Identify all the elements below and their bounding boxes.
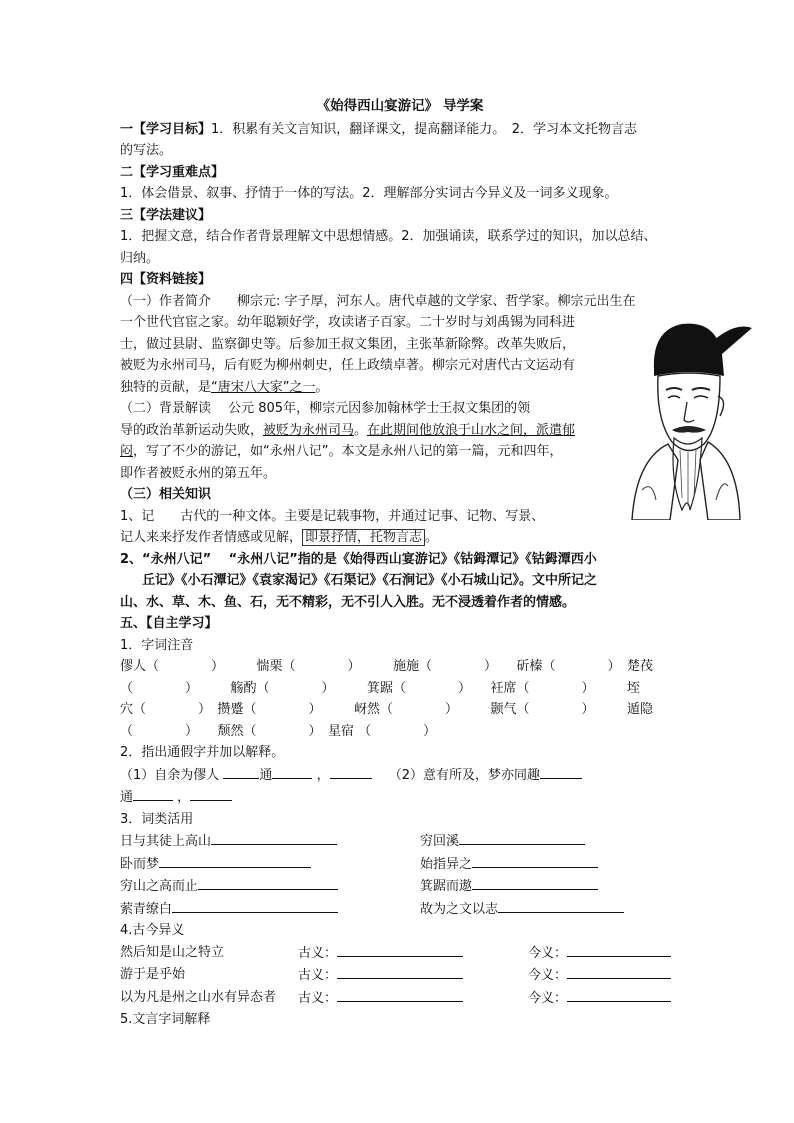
pronunciation-row-3[interactable]: 穴（ ） 攒蹙（ ） 岈然（ ） 颢气（ ） 遁隐 <box>120 702 654 717</box>
word-class-row-4 <box>120 898 680 921</box>
modern-meaning-label: 今义： <box>528 968 568 983</box>
answer-blank[interactable] <box>498 898 624 913</box>
author-line-5 <box>120 377 680 399</box>
word-class-row-1 <box>120 830 680 853</box>
study-guide-page <box>120 96 680 1031</box>
background-line-1: （二）背景解读 公元 805年，柳宗元因参加翰林学士王叔文集团的领 <box>120 401 531 416</box>
meaning-change-row-1 <box>120 942 680 965</box>
tongjia-line-1 <box>120 764 680 787</box>
word-class-item: 卧而梦 <box>120 856 160 872</box>
meaning-change-row-3 <box>120 987 680 1010</box>
objectives-line-1 <box>120 119 680 141</box>
knowledge-line-4: 丘记》《小石潭记》《袁家渴记》《石渠记》《石涧记》《小石城山记》。文中所记之 <box>142 573 598 588</box>
tongjia-comma-1: ， <box>316 767 330 783</box>
word-class-item: 日与其徒上高山 <box>120 834 212 849</box>
answer-blank[interactable] <box>472 875 598 890</box>
word-class-row-3 <box>120 875 680 898</box>
author-line-1: （一）作者简介 柳宗元: 字子厚，河东人。唐代卓越的文学家、哲学家。柳宗元出生在 <box>120 293 636 309</box>
wandering-underline: 在此期间他放浪于山水之间，派遣郁 <box>367 422 576 438</box>
key-points-heading: 二【学习重难点】 <box>120 164 225 180</box>
tongjia-blank-6[interactable] <box>190 786 232 801</box>
objectives-text-2: 的写法。 <box>120 143 173 158</box>
pronunciation-row-2[interactable]: （ ） 觞酌（ ） 箕踞（ ） 衽席（ ） 垤 <box>120 680 641 696</box>
modern-meaning-label: 今义： <box>528 990 568 1006</box>
word-class-item: 箕踞而遨 <box>420 879 473 894</box>
answer-blank[interactable] <box>211 830 337 845</box>
tongjia-item-1: （1）自余为僇人 <box>120 767 224 783</box>
study-tips-heading: 三【学法建议】 <box>120 207 212 223</box>
pronunciation-row-1[interactable]: 僇人（ ） 惴栗（ ） 施施（ ） 斫榛（ ） 楚茷 <box>120 659 654 674</box>
background-line-2-b: 。 <box>354 422 368 438</box>
meaning-change-phrase: 然后知是山之特立 <box>120 944 225 960</box>
self-study-heading: 五、【自主学习】 <box>120 616 218 631</box>
ancient-meaning-label: 古义： <box>298 990 338 1006</box>
tongjia-blank-1[interactable] <box>223 764 259 779</box>
word-class-item: 故为之文以志 <box>420 901 499 917</box>
tongjia-blank-5[interactable] <box>133 786 173 801</box>
tongjia-blank-2[interactable] <box>272 764 312 779</box>
word-explanation-heading: 5.文言字词解释 <box>120 1012 211 1027</box>
meaning-change-phrase: 游于是乎始 <box>120 967 186 982</box>
eight-masters-underline: “唐宋八大家”之一 <box>211 379 316 395</box>
author-line-5-b: 。 <box>315 379 329 395</box>
objectives-heading: 一【学习目标】 <box>120 121 212 137</box>
word-class-heading: 3．词类活用 <box>120 811 194 827</box>
tongjia-blank-4[interactable] <box>540 764 582 779</box>
word-class-row-2 <box>120 853 680 876</box>
tongjia-item-2: （2）意有所及，梦亦同趣 <box>388 767 540 783</box>
background-line-2 <box>120 420 680 442</box>
knowledge-line-1: 1、记 古代的一种文体。主要是记载事物，并通过记事、记物、写景、 <box>120 508 545 524</box>
boxed-phrase: 即景抒情，托物言志 <box>302 529 425 546</box>
ancient-meaning-label: 古义： <box>298 945 338 961</box>
background-line-3-b: ，写了不少的游记，如“永州八记”。本文是永州八记的第一篇，元和四年， <box>133 444 563 459</box>
wandering-underline-end: 闷 <box>120 444 134 459</box>
meaning-change-phrase: 以为凡是州之山水有异态者 <box>120 989 277 1005</box>
knowledge-line-3: 2、“永州八记” “永州八记”指的是《始得西山宴游记》《钴鉧潭记》《钴鉧潭西小 <box>120 551 597 567</box>
answer-blank[interactable] <box>472 853 598 868</box>
knowledge-line-2-b: 。 <box>425 530 439 545</box>
background-line-2-a: 导的政治革新运动失败， <box>120 422 264 438</box>
ancient-meaning-blank[interactable] <box>337 942 463 957</box>
pronunciation-row-4[interactable]: （ ） 颓然（ ） 星宿 （ ） <box>120 723 437 739</box>
meaning-change-heading: 4.古今异义 <box>120 923 185 938</box>
ancient-meaning-blank[interactable] <box>337 964 463 979</box>
modern-meaning-label: 今义： <box>528 945 568 961</box>
page-title: 《始得西山宴游记》 导学案 <box>316 98 484 114</box>
answer-blank[interactable] <box>459 830 585 845</box>
background-line-4: 即作者被贬永州的第五年。 <box>120 465 277 481</box>
answer-blank[interactable] <box>159 853 311 868</box>
word-class-item: 穷山之高而止 <box>120 879 199 894</box>
objectives-text-1: 1．积累有关文言知识，翻译课文，提高翻译能力。 2．学习本文托物言志 <box>211 121 638 137</box>
knowledge-line-5: 山、水、草、木、鱼、石，无不精彩，无不引人入胜。无不浸透着作者的情感。 <box>120 594 576 610</box>
tongjia-tong-1: 通 <box>259 767 273 783</box>
tongjia-blank-3[interactable] <box>330 764 372 779</box>
modern-meaning-blank[interactable] <box>567 964 671 979</box>
tongjia-line-2 <box>120 786 680 809</box>
answer-blank[interactable] <box>172 898 338 913</box>
meaning-change-row-2 <box>120 964 680 987</box>
author-line-4: 被贬为永州司马，后有贬为柳州刺史，任上政绩卓著。柳宗元对唐代古文运动有 <box>120 358 576 373</box>
study-tips-text-1: 1．把握文意，结合作者背景理解文中思想情感。2．加强诵读，联系学过的知识，加以总结、 <box>120 229 657 244</box>
materials-heading: 四【资料链接】 <box>120 272 212 287</box>
tongjia-tong-2: 通 <box>120 790 134 805</box>
key-points-text: 1．体会借景、叙事、抒情于一体的写法。2．理解部分实词古今异义及一词多义现象。 <box>120 186 618 201</box>
tongjia-comma-2: ， <box>177 790 191 805</box>
author-line-5-a: 独特的贡献，是 <box>120 379 212 395</box>
study-tips-text-2: 归纳。 <box>120 250 160 266</box>
modern-meaning-blank[interactable] <box>567 942 671 957</box>
author-line-3: 士，做过县尉、监察御史等。后参加王叔文集团，主张革新除弊。改革失败后， <box>120 336 576 352</box>
word-class-item: 始指异之 <box>420 856 473 872</box>
pronunciation-heading: 1．字词注音 <box>120 637 194 653</box>
demoted-underline: 被贬为永州司马 <box>263 422 355 438</box>
background-line-3 <box>120 441 680 463</box>
ancient-meaning-label: 古义： <box>298 968 338 983</box>
tongjia-heading: 2．指出通假字并加以解释。 <box>120 745 285 760</box>
ancient-meaning-blank[interactable] <box>337 987 463 1002</box>
knowledge-heading: （三）相关知识 <box>120 487 212 502</box>
knowledge-line-2 <box>120 527 680 549</box>
knowledge-line-2-a: 记人来来抒发作者情感或见解， <box>120 530 303 545</box>
word-class-item: 萦青缭白 <box>120 901 173 917</box>
word-class-item: 穷回溪 <box>420 834 460 849</box>
author-line-2: 一个世代官宦之家。幼年聪颖好学，攻读诸子百家。二十岁时与刘禹锡为同科进 <box>120 315 576 330</box>
modern-meaning-blank[interactable] <box>567 987 671 1002</box>
answer-blank[interactable] <box>198 875 338 890</box>
